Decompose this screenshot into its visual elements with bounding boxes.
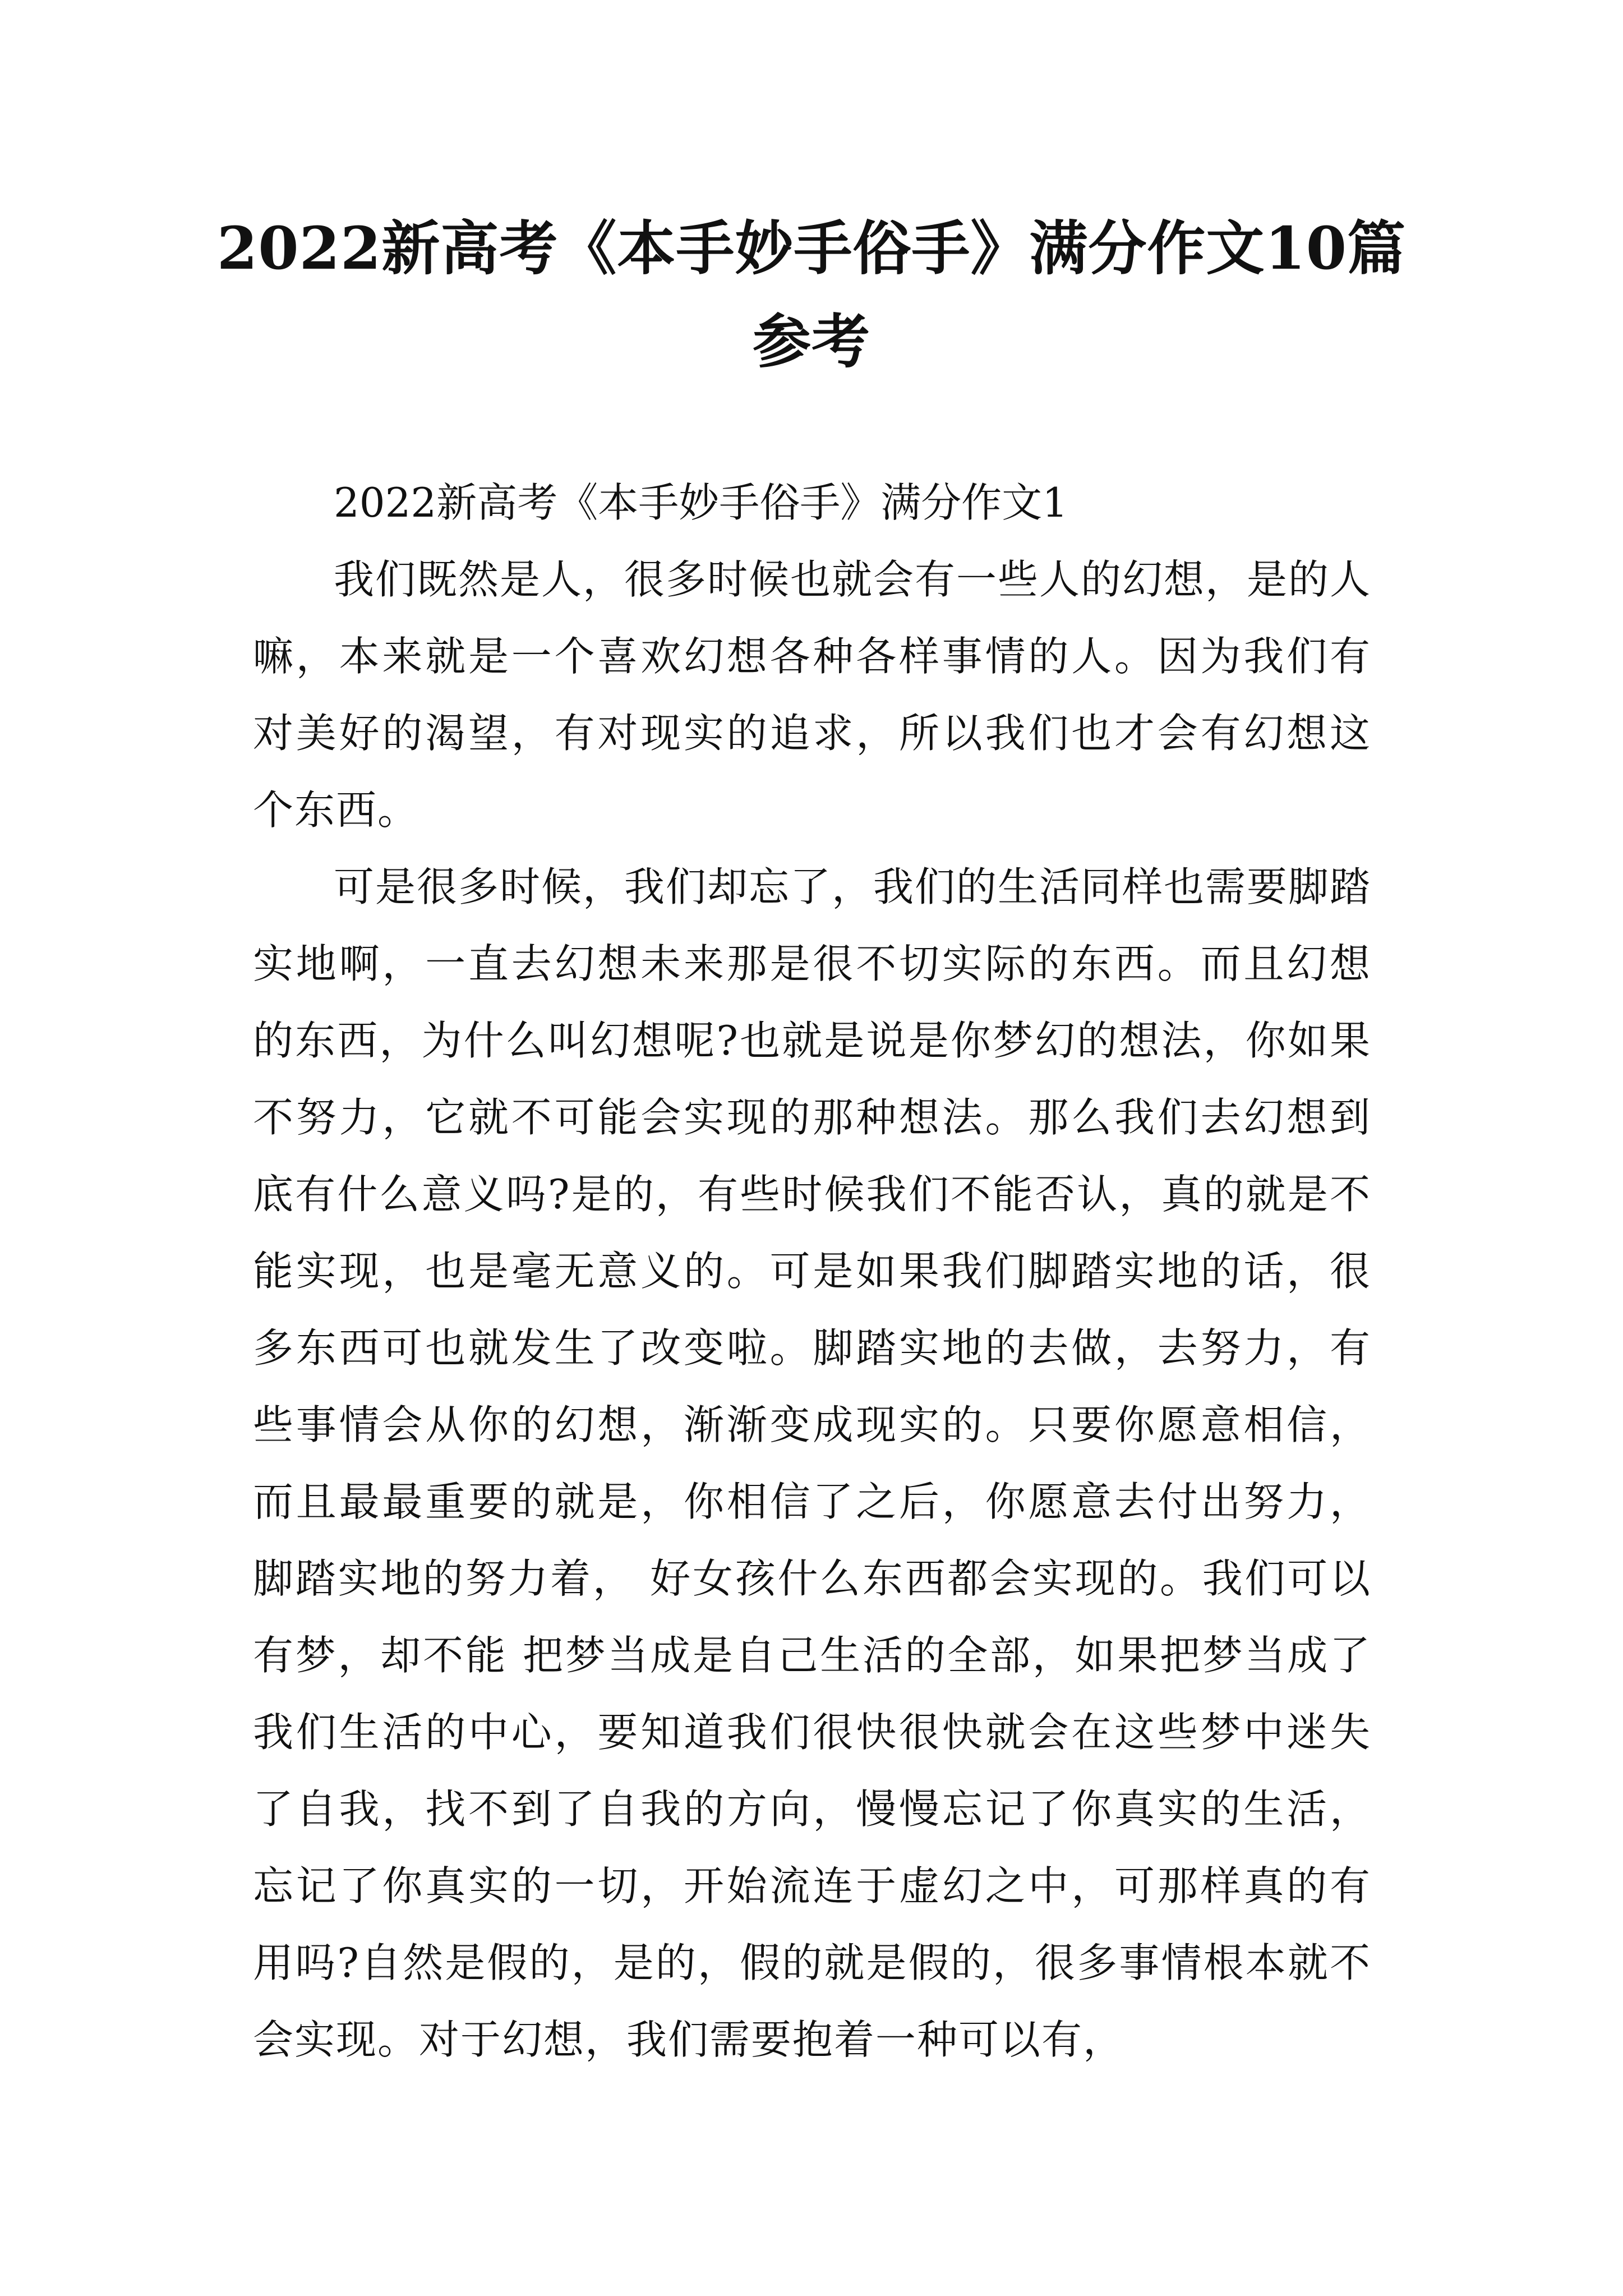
document-title: 2022新高考《本手妙手俗手》满分作文10篇参考 — [216, 214, 1407, 376]
document-body — [253, 464, 1371, 2078]
section-heading: 2022新高考《本手妙手俗手》满分作文1 — [334, 479, 1068, 526]
paragraph-2: 可是很多时候，我们却忘了，我们的生活同样也需要脚踏实地啊，一直去幻想未来那是很不切实际的东西。而且幻想的东西，为什么叫幻想呢?也就是说是你梦幻的想法，你如果不努力，它就不可能会实现的那种想法。那么我们去幻想到底有什么意义吗?是的，有些时候我们不能否认，真的就是不能实现，也是毫无意义的。可是如果我们脚踏实地的话，很多东西可也就发生了改变啦。脚踏实地的去做，去努力，有些事情会从你的幻想，渐渐变成现实的。只要你愿意相信，而且最最重要的就是，你相信了之后，你愿意去付出努力，脚踏实地的努力着， 好女孩什么东西都会实现的。我们可以有梦，却不能 把梦当成是自己生活的全部，如果把梦当成了我们生活的中心，要知道我们很快很快就会在这些梦中迷失了自我，找不到了自我的方向，慢慢忘记了你真实的生活，忘记了你真实的一切，开始流连于虚幻之中，可那样真的有用吗?自然是假的，是的，假的就是假的，很多事情根本就不会实现。对于幻想，我们需要抱着一种可以有， — [253, 863, 1372, 2063]
paragraph-1: 我们既然是人，很多时候也就会有一些人的幻想，是的人嘛，本来就是一个喜欢幻想各种各样事情的人。因为我们有对美好的渴望，有对现实的追求，所以我们也才会有幻想这个东西。 — [253, 556, 1372, 834]
